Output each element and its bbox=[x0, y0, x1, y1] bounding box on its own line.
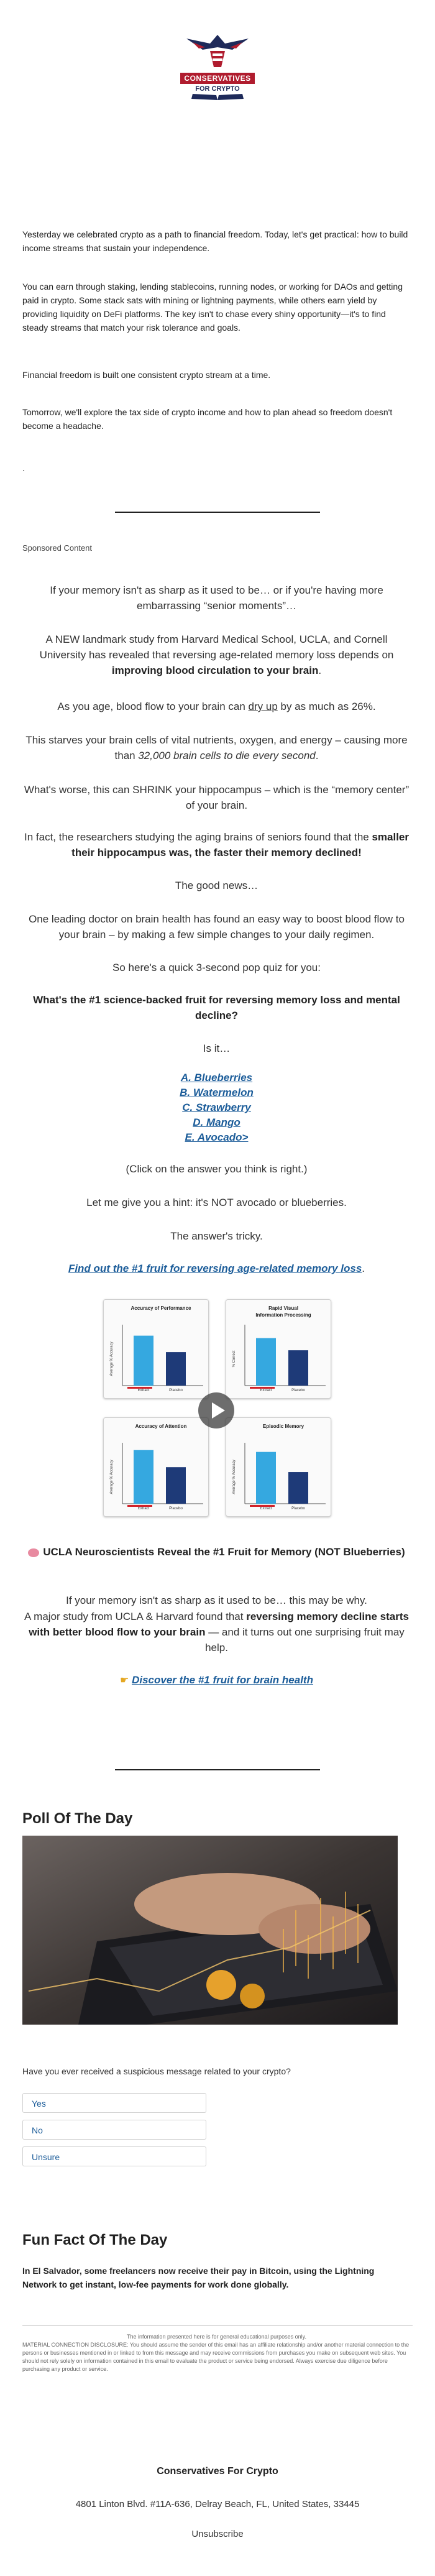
intro-paragraph-5: . bbox=[22, 463, 25, 473]
chart-bar bbox=[256, 1338, 276, 1386]
chart-bar bbox=[134, 1450, 153, 1504]
chart-accuracy-performance bbox=[103, 1299, 209, 1399]
chart-bar bbox=[288, 1350, 308, 1386]
find-out-link[interactable]: Find out the #1 fruit for reversing age-related memory loss bbox=[68, 1263, 362, 1274]
chart-bar-label: Placebo bbox=[169, 1389, 183, 1392]
poll-image bbox=[22, 1836, 398, 2025]
brand-line2: FOR CRYPTO bbox=[195, 85, 240, 93]
unsubscribe-link[interactable]: Unsubscribe bbox=[191, 2529, 244, 2539]
ad-paragraph-8: One leading doctor on brain health has found an easy way to boost blood flow to your brain – by making a few simple changes to your daily regimen. bbox=[29, 913, 405, 941]
ad-paragraph-2: A NEW landmark study from Harvard Medical School, UCLA, and Cornell University has revealed that reversing age-related memory loss depends on improving blood circulation to your brain. bbox=[39, 633, 394, 676]
quiz-title: What's the #1 science-backed fruit for reversing memory loss and mental decline? bbox=[33, 994, 400, 1021]
chart-bar-label: Placebo bbox=[291, 1507, 305, 1511]
poll-option-unsure[interactable]: Unsure bbox=[22, 2146, 206, 2166]
chart-bar bbox=[166, 1467, 186, 1504]
play-button[interactable] bbox=[198, 1392, 234, 1428]
find-out-link-row[interactable]: Find out the #1 fruit for reversing age-related memory loss. bbox=[68, 1263, 365, 1274]
laptop-crypto-image-icon bbox=[22, 1836, 398, 2025]
fun-fact-text: In El Salvador, some freelancers now receive their pay in Bitcoin, using the Lightning Network to get instant, low-fee payments for work done globally. bbox=[22, 2266, 375, 2289]
poll-option-no[interactable]: No bbox=[22, 2120, 206, 2140]
ad-paragraph-9: So here's a quick 3-second pop quiz for you: bbox=[112, 962, 321, 973]
chart-highlight bbox=[127, 1505, 152, 1507]
chart-title: Episodic Memory bbox=[262, 1424, 304, 1429]
logo-wings-icon bbox=[186, 93, 249, 101]
divider bbox=[115, 512, 320, 513]
chart-bar-label: Extract bbox=[137, 1389, 150, 1392]
chart-bar bbox=[256, 1452, 276, 1504]
chart-ylabel: Average % Accuracy bbox=[110, 1460, 114, 1494]
chart-title: Accuracy of Attention bbox=[135, 1424, 187, 1429]
chart-bar-label: Extract bbox=[137, 1507, 150, 1511]
chart-ylabel: % Correct bbox=[232, 1350, 236, 1368]
quiz-option-e[interactable]: E. Avocado> bbox=[185, 1131, 249, 1143]
chart-rapid-visual bbox=[226, 1299, 331, 1399]
tricky-text: The answer's tricky. bbox=[170, 1230, 263, 1242]
ad-paragraph-6: In fact, the researchers studying the aging brains of seniors found that the smaller their hippocampus was, the faster their memory declined! bbox=[24, 831, 409, 858]
poll-heading: Poll Of The Day bbox=[22, 1810, 133, 1827]
hint-text: Let me give you a hint: it's NOT avocado or blueberries. bbox=[86, 1197, 347, 1208]
ad-paragraph-3: As you age, blood flow to your brain can dry up by as much as 26%. bbox=[57, 701, 376, 712]
ucla-heading: UCLA Neuroscientists Reveal the #1 Fruit for Memory (NOT Blueberries) bbox=[22, 1544, 411, 1560]
eagle-icon bbox=[180, 32, 255, 70]
ad-paragraph-4: This starves your brain cells of vital nutrients, oxygen, and energy – causing more than 32,000 brain cells to die every second. bbox=[25, 734, 408, 761]
chart-bar bbox=[166, 1352, 186, 1386]
chart-highlight bbox=[250, 1505, 275, 1507]
study-charts-video[interactable] bbox=[103, 1299, 333, 1520]
chart-bar-label: Extract bbox=[260, 1507, 272, 1511]
chart-bar-label: Extract bbox=[260, 1389, 272, 1392]
poll-question: Have you ever received a suspicious message related to your crypto? bbox=[22, 2066, 291, 2076]
footer-company-name: Conservatives For Crypto bbox=[157, 2466, 278, 2477]
intro-paragraph-2: You can earn through staking, lending stablecoins, running nodes, or working for DAOs and getting paid in crypto. Some stack sats with mining or lightning payments, while others earn yield by providing liquidity on DeFi platforms. The key isn't to chase every shiny opportunity—it's to find steady streams that match your risk tolerance and goals. bbox=[22, 282, 403, 333]
quiz-option-a[interactable]: A. Blueberries bbox=[180, 1072, 253, 1083]
ucla-paragraph-2: A major study from UCLA & Harvard found that reversing memory decline starts with better blood flow to your brain — and it turns out one surprising fruit may help. bbox=[24, 1611, 409, 1654]
brand-logo[interactable] bbox=[0, 32, 435, 104]
brain-icon bbox=[28, 1548, 39, 1557]
chart-bar-label: Placebo bbox=[169, 1507, 183, 1511]
discover-link-row[interactable] bbox=[22, 1672, 411, 1688]
chart-episodic-memory bbox=[226, 1417, 331, 1517]
chart-ylabel: Average % Accuracy bbox=[110, 1341, 114, 1376]
poll-option-yes[interactable]: Yes bbox=[22, 2093, 206, 2113]
play-icon bbox=[198, 1392, 234, 1428]
brand-line1: CONSERVATIVES bbox=[180, 73, 254, 84]
quiz-option-c[interactable]: C. Strawberry bbox=[182, 1102, 251, 1113]
chart-highlight bbox=[127, 1387, 152, 1389]
intro-paragraph-4: Tomorrow, we'll explore the tax side of crypto income and how to plan ahead so freedom doesn't become a headache. bbox=[22, 407, 393, 431]
quiz-is-it: Is it… bbox=[203, 1042, 231, 1054]
disclaimer-lead: The information presented here is for general educational purposes only. bbox=[126, 2334, 306, 2340]
ad-paragraph-1: If your memory isn't as sharp as it used to be… or if you're having more embarrassing “senior moments”… bbox=[50, 584, 383, 612]
fun-fact-heading: Fun Fact Of The Day bbox=[22, 2232, 168, 2248]
intro-paragraph-3: Financial freedom is built one consistent crypto stream at a time. bbox=[22, 370, 271, 380]
ucla-paragraph-1: If your memory isn't as sharp as it used to be… this may be why. bbox=[66, 1594, 367, 1606]
chart-accuracy-attention bbox=[103, 1417, 209, 1517]
intro-paragraph-1: Yesterday we celebrated crypto as a path to financial freedom. Today, let's get practical: how to build income streams that sustain your independence. bbox=[22, 229, 408, 253]
discover-link[interactable]: Discover the #1 fruit for brain health bbox=[132, 1674, 313, 1686]
disclaimer bbox=[22, 2333, 411, 2373]
chart-title: Information Processing bbox=[255, 1312, 311, 1318]
footer-address: 4801 Linton Blvd. #11A-636, Delray Beach, FL, United States, 33445 bbox=[75, 2499, 360, 2509]
quiz-option-d[interactable]: D. Mango bbox=[193, 1116, 240, 1128]
chart-title: Accuracy of Performance bbox=[130, 1305, 191, 1311]
divider bbox=[115, 1769, 320, 1770]
chart-bar bbox=[288, 1472, 308, 1504]
chart-bar bbox=[134, 1336, 153, 1386]
sponsored-label: Sponsored Content bbox=[22, 543, 93, 553]
click-note: (Click on the answer you think is right.) bbox=[126, 1163, 308, 1175]
chart-bar-label: Placebo bbox=[291, 1389, 305, 1392]
chart-ylabel: Average % Accuracy bbox=[232, 1460, 236, 1494]
ad-paragraph-7: The good news… bbox=[175, 880, 259, 891]
quiz-option-b[interactable]: B. Watermelon bbox=[180, 1087, 254, 1098]
pointing-hand-icon: ☛ bbox=[120, 1675, 129, 1686]
disclaimer-body: MATERIAL CONNECTION DISCLOSURE: You should assume the sender of this email has an affiliate relationship and/or another material connection to the persons or businesses mentioned in or linked to from this message and may receive commissions from purchases you make on subsequent web sites. You should not rely solely on information contained in this email to evaluate the product or service being endorsed. Always exercise due diligence before purchasing any product or service. bbox=[22, 2342, 410, 2372]
chart-title: Rapid Visual bbox=[268, 1305, 298, 1311]
ad-paragraph-5: What's worse, this can SHRINK your hippocampus – which is the “memory center” of your brain. bbox=[24, 784, 410, 811]
chart-highlight bbox=[250, 1387, 275, 1389]
